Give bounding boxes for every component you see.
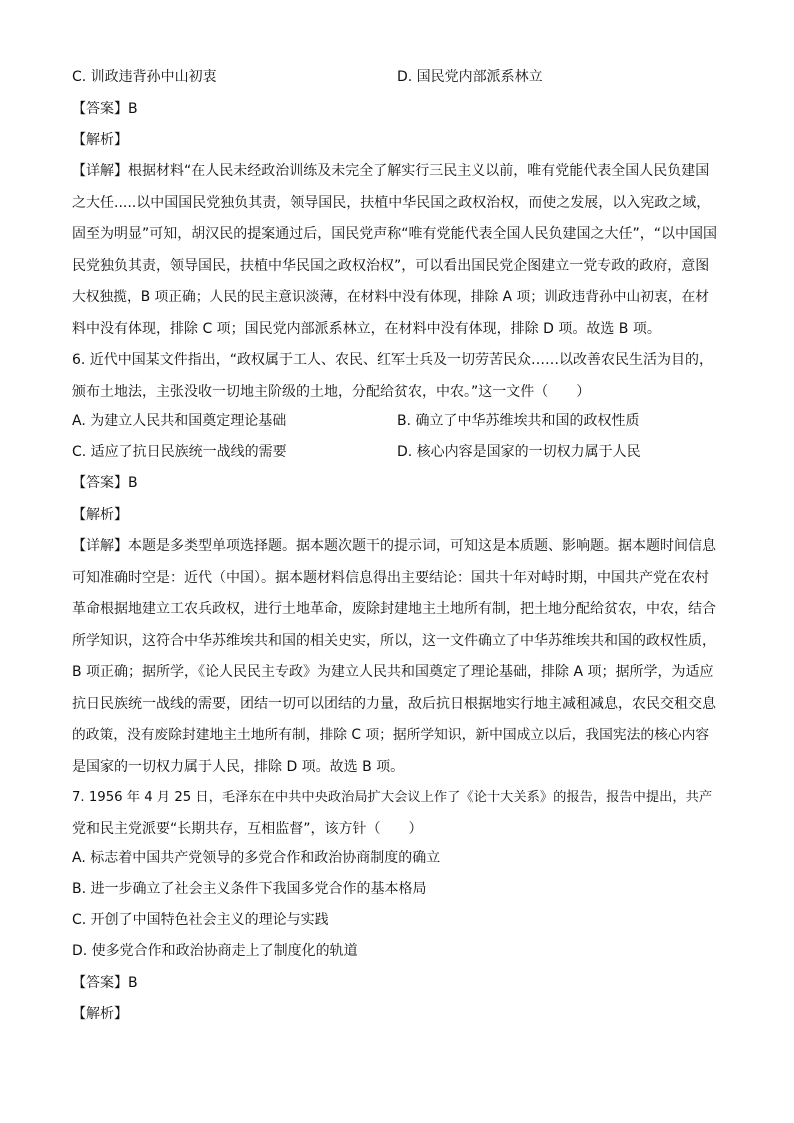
q6-option-d: D. 核心内容是国家的一切权力属于人民 (397, 444, 641, 460)
q6-option-c: C. 适应了抗日民族统一战线的需要 (72, 444, 287, 460)
q7-stem-line: 7. 1956 年 4 月 25 日，毛泽东在中共中央政治局扩大会议上作了《论十大关系》的报告，报告中提出，共产 (72, 790, 713, 805)
q5-option-c: C. 训政违背孙中山初衷 (72, 69, 217, 85)
q6-option-b: B. 确立了中华苏维埃共和国的政权性质 (397, 413, 640, 429)
q5-answer: 【答案】B (72, 101, 138, 117)
q6-detail-line: 的政策，没有废除封建地主土地所有制，排除 C 项；据所学知识，新中国成立以后，我国宪法的核心内容 (72, 727, 710, 743)
q5-detail-line: 【详解】根据材料“在人民未经政治训练及未完全了解实行三民主义以前，唯有党能代表全国人民负建国 (72, 163, 710, 179)
q5-analysis-label: 【解析】 (72, 132, 128, 148)
q5-detail-line: 大权独揽，B 项正确；人民的民主意识淡薄，在材料中没有体现，排除 A 项；训政违背孙中山初衷，在材 (72, 289, 709, 305)
q6-answer: 【答案】B (72, 475, 138, 491)
q7-option-d: D. 使多党合作和政治协商走上了制度化的轨道 (72, 943, 358, 959)
q7-stem (72, 782, 720, 845)
q6-detail-line: 可知准确时空是：近代（中国）。据本题材料信息得出主要结论：国共十年对峙时期，中国共产党在农村 (72, 569, 709, 586)
q5-detail (72, 156, 720, 345)
q7-option-a: A. 标志着中国共产党领导的多党合作和政治协商制度的确立 (72, 850, 441, 866)
q6-detail (72, 531, 720, 783)
q6-detail-line: 革命根据地建立工农兵政权，进行土地革命，废除封建地主土地所有制，把土地分配给贫农，中农，结合 (72, 601, 716, 617)
q6-stem (72, 345, 720, 408)
q5-detail-line: 之大任.....以中国国民党独负其责，领导国民，扶植中华民国之政权治权，而使之发展，以入宪政之域， (72, 194, 711, 211)
q7-stem-line: 党和民主党派要“长期共存，互相监督”，该方针（ ） (72, 820, 423, 837)
q7-option-c: C. 开创了中国特色社会主义的理论与实践 (72, 912, 329, 928)
q6-detail-line: 抗日民族统一战线的需要，团结一切可以团结的力量，敌后抗日根据地实行地主减租减息，农民交租交息 (72, 695, 716, 712)
q6-detail-line: 是国家的一切权力属于人民，排除 D 项。故选 B 项。 (72, 758, 405, 775)
q6-stem-line: 6. 近代中国某文件指出，“政权属于工人、农民、红军士兵及一切劳苦民众……以改善农民生活为目的， (72, 352, 714, 368)
q7-option-b: B. 进一步确立了社会主义条件下我国多党合作的基本格局 (72, 881, 427, 897)
q6-analysis-label: 【解析】 (72, 507, 128, 523)
q6-detail-line: B 项正确；据所学，《论人民民主专政》为建立人民共和国奠定了理论基础，排除 A 项；据所学，为适应 (72, 664, 714, 680)
q5-option-d: D. 国民党内部派系林立 (397, 69, 543, 85)
q6-detail-line: 【详解】本题是多类型单项选择题。据本题次题干的提示词，可知这是本质题、影响题。据本题时间信息 (72, 538, 716, 554)
q6-stem-line: 颁布土地法，主张没收一切地主阶级的土地，分配给贫农，中农。”这一文件（ ） (72, 383, 591, 400)
q6-option-a: A. 为建立人民共和国奠定理论基础 (72, 413, 287, 429)
q6-detail-line: 所学知识，这符合中华苏维埃共和国的相关史实，所以，这一文件确立了中华苏维埃共和国的政权性质， (72, 632, 716, 649)
q7-answer: 【答案】B (72, 975, 138, 991)
q5-detail-line: 民党独负其责，领导国民，扶植中华民国之政权治权”，可以看出国民党企图建立一党专政的政府，意图 (72, 257, 710, 274)
q7-analysis-label: 【解析】 (72, 1006, 128, 1022)
q5-detail-line: 固至为明显”可知，胡汉民的提案通过后，国民党声称“唯有党能代表全国人民负建国之大任”，“以中国国 (72, 226, 718, 242)
q5-detail-line: 料中没有体现，排除 C 项；国民党内部派系林立，在材料中没有体现，排除 D 项。故选 B 项。 (72, 320, 661, 337)
